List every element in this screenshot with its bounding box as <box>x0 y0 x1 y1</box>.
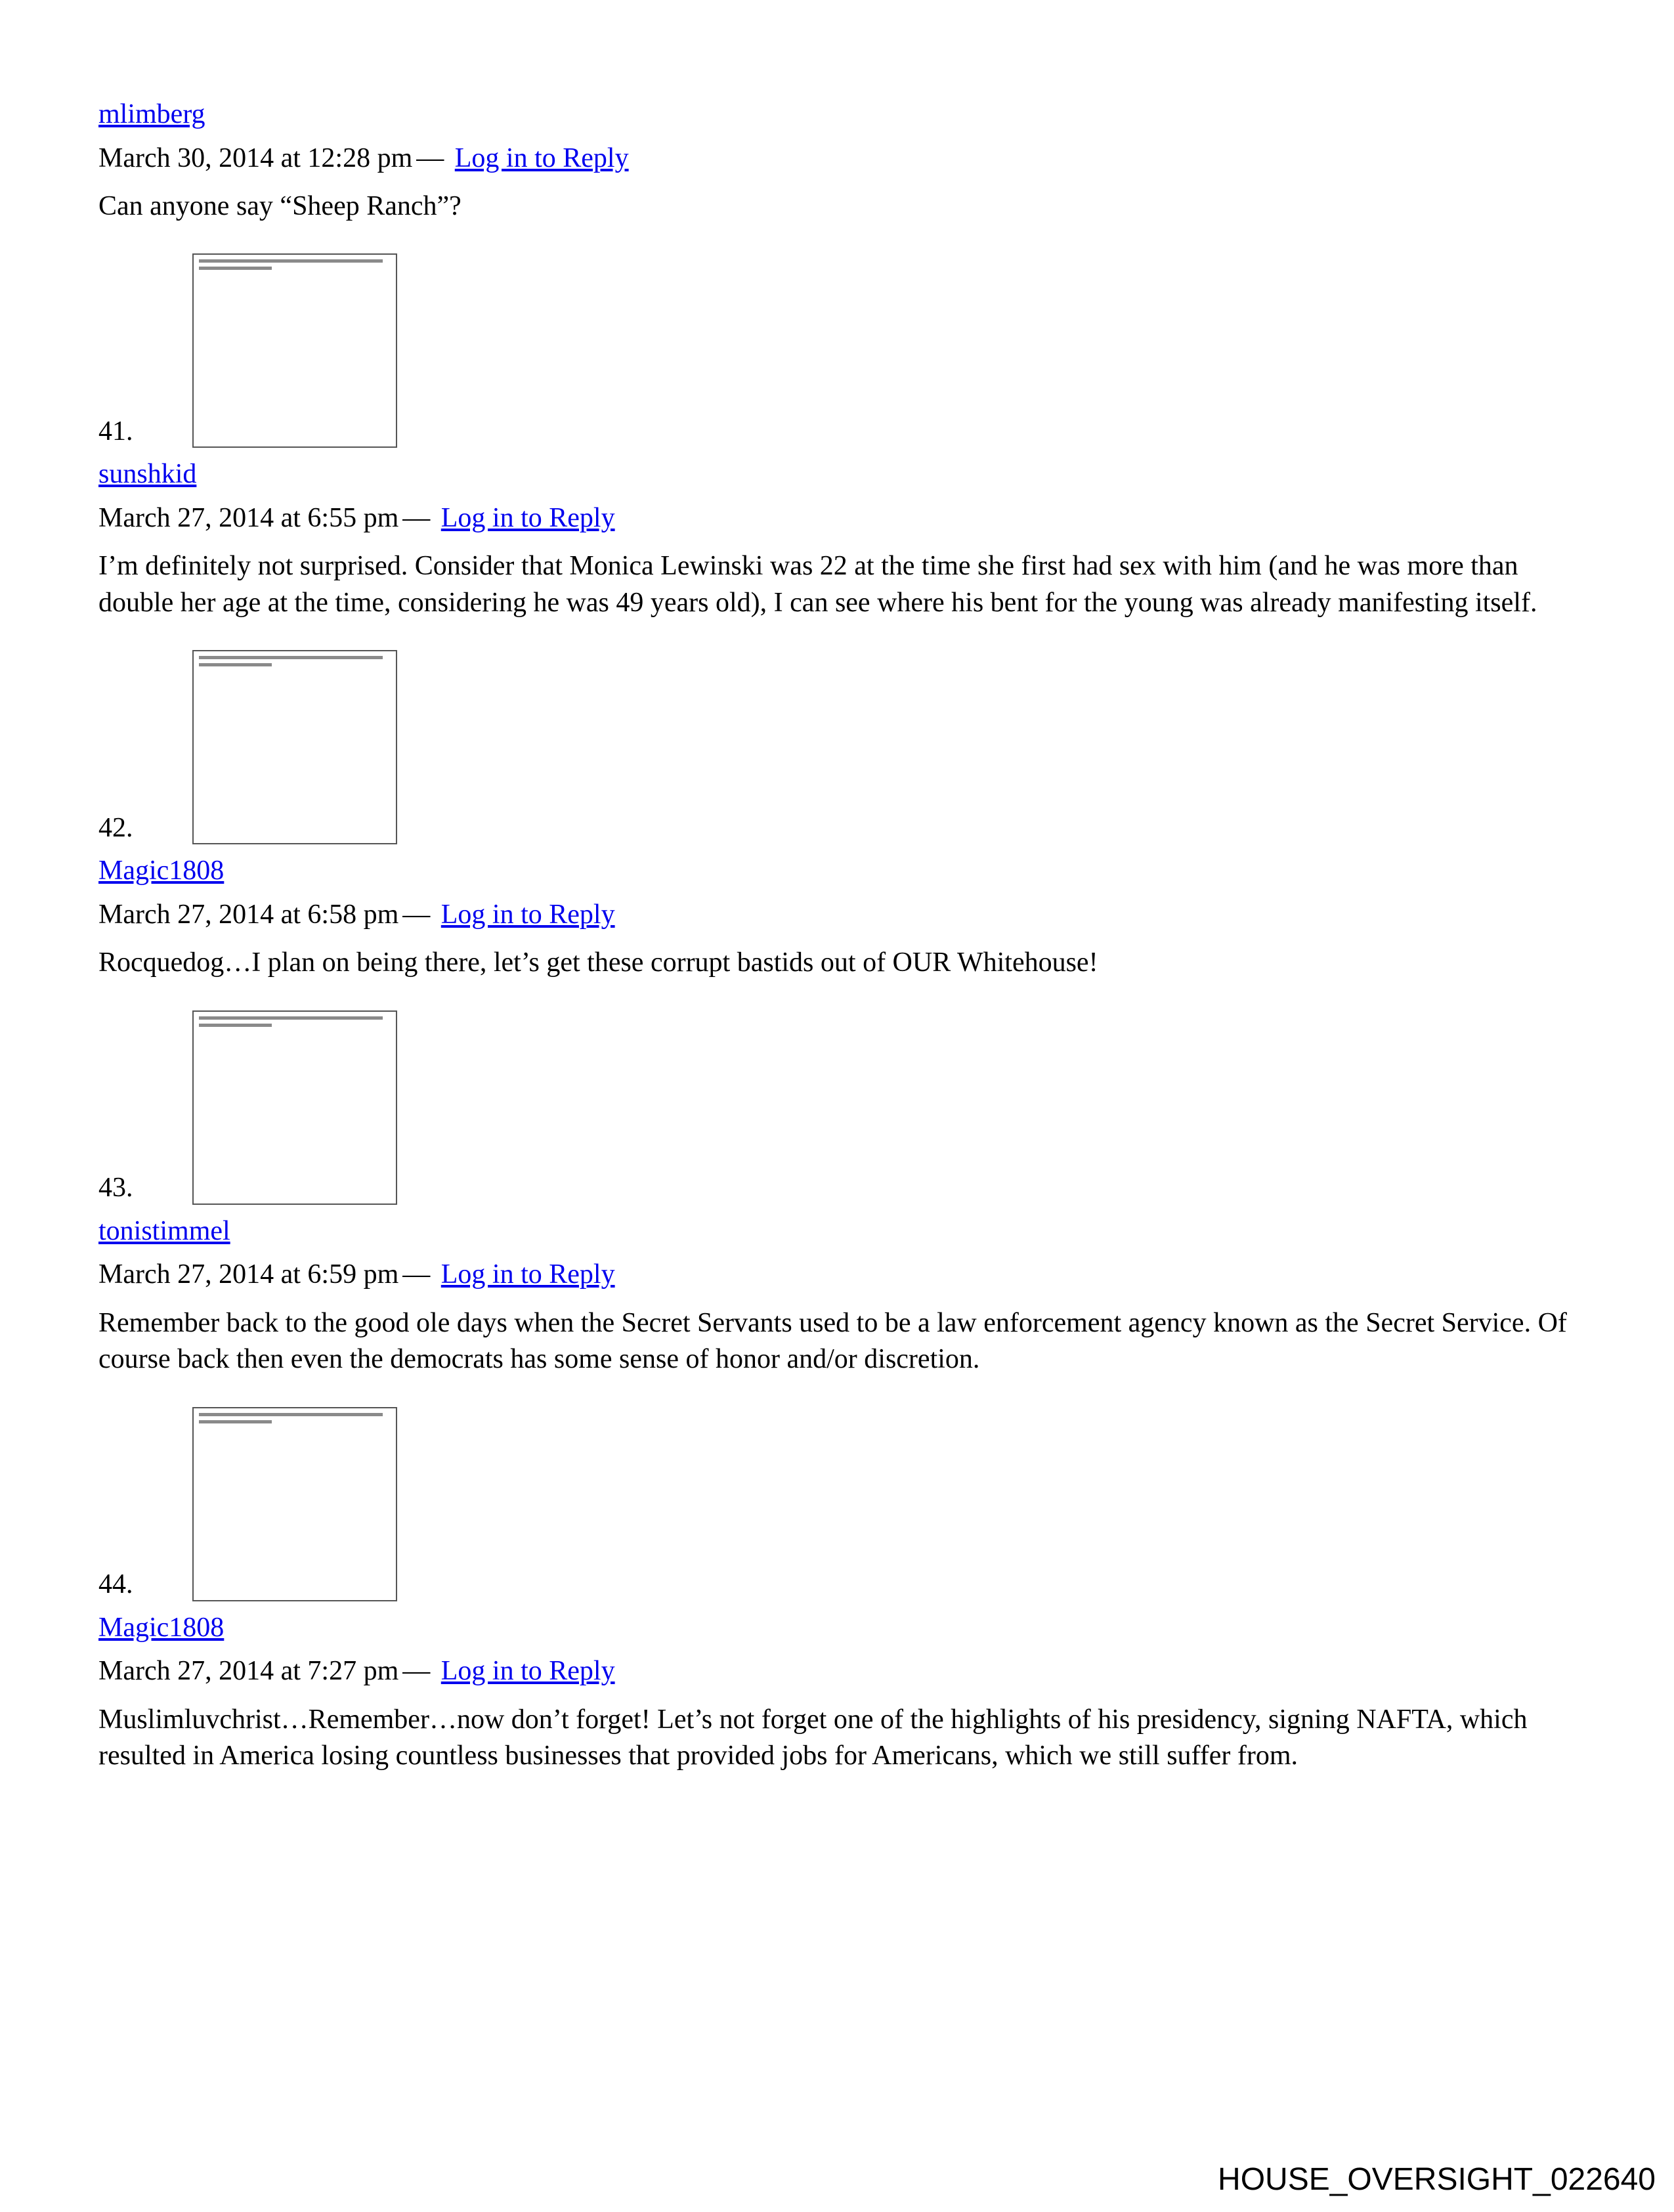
bates-number: HOUSE_OVERSIGHT_022640 <box>1218 2162 1656 2197</box>
broken-avatar-image <box>192 650 397 844</box>
broken-avatar-image <box>192 253 397 448</box>
login-reply-link[interactable]: Log in to Reply <box>454 142 629 173</box>
comment-list <box>98 97 1579 1775</box>
comment-author-line <box>98 854 1579 888</box>
comment-body: Remember back to the good ole days when the Secret Servants used to be a law enforcement agency known as the Secret Service. Of course back then even the democrats has some sense of honor and/or discretion. <box>98 1307 1567 1375</box>
author-link[interactable]: mlimberg <box>98 99 205 129</box>
broken-image-alt-text <box>199 259 383 263</box>
author-link[interactable]: Magic1808 <box>98 1612 225 1643</box>
comment-body: I’m definitely not surprised. Consider that Monica Lewinski was 22 at the time she first had sex with him (and he was more than double her age at the time, considering he was 49 years old), I can see where his bent for the young was already manifesting itself. <box>98 551 1537 618</box>
comment-author-line <box>98 1611 1579 1645</box>
broken-image-alt-text <box>199 1420 272 1423</box>
comment-date: March 30, 2014 at 12:28 pm <box>98 142 413 173</box>
comment-meta-line <box>98 1257 1579 1292</box>
comment-author-line <box>98 1214 1579 1249</box>
list-number: 43. <box>98 1173 133 1204</box>
list-number: 44. <box>98 1569 133 1600</box>
comment-item <box>98 650 1579 981</box>
broken-image-alt-text <box>199 1016 383 1020</box>
author-link[interactable]: sunshkid <box>98 459 197 490</box>
comment-item <box>98 97 1579 225</box>
broken-image-alt-text <box>199 267 272 270</box>
comment-author-line <box>98 97 1579 132</box>
separator-dash: — <box>402 502 431 533</box>
comment-meta-line <box>98 501 1579 536</box>
avatar-row <box>98 1407 1579 1601</box>
comment-body: Muslimluvchrist…Remember…now don’t forget! Let’s not forget one of the highlights of his presidency, signing NAFTA, which resulted in America losing countless businesses that provided jobs for Americans, which we still suffer from. <box>98 1704 1528 1771</box>
broken-image-alt-text <box>199 1024 272 1027</box>
comment-item <box>98 1407 1579 1775</box>
list-number: 41. <box>98 416 133 447</box>
separator-dash: — <box>402 1656 431 1687</box>
broken-avatar-image <box>192 1407 397 1601</box>
comment-meta-line <box>98 898 1579 932</box>
separator-dash: — <box>402 899 431 930</box>
avatar-row <box>98 253 1579 448</box>
login-reply-link[interactable]: Log in to Reply <box>440 502 615 533</box>
broken-avatar-image <box>192 1010 397 1205</box>
login-reply-link[interactable]: Log in to Reply <box>440 1656 615 1687</box>
comment-date: March 27, 2014 at 7:27 pm <box>98 1656 399 1687</box>
comment-meta-line <box>98 141 1579 176</box>
comment-body: Rocquedog…I plan on being there, let’s get these corrupt bastids out of OUR Whitehouse! <box>98 947 1098 978</box>
comment-date: March 27, 2014 at 6:59 pm <box>98 1259 399 1290</box>
separator-dash: — <box>402 1259 431 1290</box>
login-reply-link[interactable]: Log in to Reply <box>440 1259 615 1290</box>
comment-item <box>98 253 1579 621</box>
comment-date: March 27, 2014 at 6:55 pm <box>98 502 399 533</box>
author-link[interactable]: tonistimmel <box>98 1215 230 1246</box>
avatar-row <box>98 1010 1579 1205</box>
avatar-row <box>98 650 1579 844</box>
broken-image-alt-text <box>199 1413 383 1416</box>
comment-meta-line <box>98 1654 1579 1689</box>
author-link[interactable]: Magic1808 <box>98 856 225 886</box>
comment-item <box>98 1010 1579 1378</box>
broken-image-alt-text <box>199 663 272 666</box>
login-reply-link[interactable]: Log in to Reply <box>440 899 615 930</box>
list-number: 42. <box>98 812 133 843</box>
comment-date: March 27, 2014 at 6:58 pm <box>98 899 399 930</box>
comment-author-line <box>98 457 1579 492</box>
comment-body: Can anyone say “Sheep Ranch”? <box>98 191 461 221</box>
separator-dash: — <box>416 142 444 173</box>
broken-image-alt-text <box>199 656 383 659</box>
